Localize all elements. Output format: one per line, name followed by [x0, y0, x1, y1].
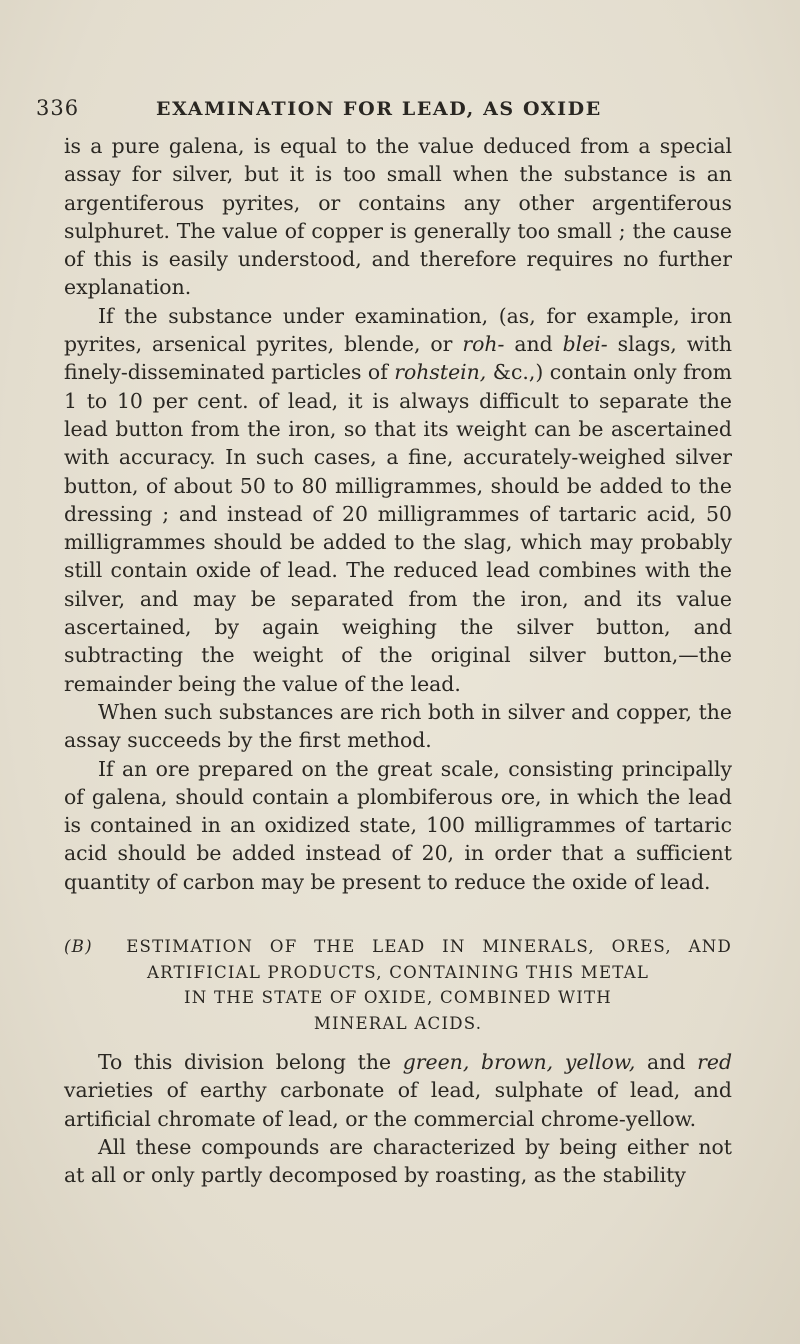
section-heading: [64, 934, 732, 1036]
running-title: EXAMINATION FOR LEAD, AS OXIDE: [156, 98, 602, 120]
paragraph-division-varieties: [64, 1048, 732, 1133]
paragraph-roasting: All these compounds are characterized by being either not at all or only partly decomposed by roasting, as the stability: [64, 1134, 732, 1188]
section-heading-line-1: [64, 934, 732, 960]
text-run: &c.,) contain only from 1 to 10 per cent. of lead, it is always difficult to separate the lead button from the iron, so that its weight can be ascertained with accuracy. In such cases, a fine, accurately-weighed silver button, of about 50 to 80 milligrammes, should be added to the dressing ; and instead of 20 milligrammes of tartaric acid, 50 milligrammes should be added to the slag, which may probably still contain oxide of lead. The reduced lead combines with the silver, and may be separated from the iron, and its value ascertained, by again weighing the silver button, and subtracting the weight of the original silver button,—the remainder being the value of the lead.: [64, 360, 732, 696]
italic-term: red: [697, 1050, 732, 1075]
italic-term: rohstein,: [394, 360, 487, 385]
text-run: and: [504, 332, 563, 357]
paragraph-silver-copper: When such substances are rich both in silver and copper, the assay succeeds by the first method.: [64, 699, 732, 753]
italic-term: green, brown, yellow,: [402, 1050, 636, 1075]
section-heading-line-4: MINERAL ACIDS.: [313, 1013, 483, 1033]
paragraph-low-lead-substances: [64, 302, 732, 698]
italic-term: roh-: [462, 332, 505, 357]
section-label: (B): [64, 937, 93, 957]
italic-term: blei-: [562, 332, 608, 357]
text-run: and: [635, 1050, 698, 1075]
page-number: 336: [36, 96, 80, 120]
section-heading-line-3: IN THE STATE OF OXIDE, COMBINED WITH: [184, 988, 612, 1008]
section-heading-text: ESTIMATION OF THE LEAD IN MINERALS, ORES, AND: [126, 937, 732, 957]
text-run: slags, with finely-disseminated particles of: [64, 332, 732, 385]
text-run: To this division belong the: [98, 1050, 403, 1075]
paragraph-continued: is a pure galena, is equal to the value deduced from a special assay for silver, but it is too small when the substance is an argentiferous pyrites, or contains any other argentiferous sulphuret. The value of copper is generally too small ; the cause of this is easily understood, and therefore requires no further explanation.: [64, 134, 732, 300]
paragraph-great-scale-ore: If an ore prepared on the great scale, consisting principally of galena, should contain a plombiferous ore, in which the lead is contained in an oxidized state, 100 milligrammes of tartaric acid should be added instead of 20, in order that a sufficient quantity of carbon may be present to reduce the oxide of lead.: [64, 756, 732, 894]
section-heading-line-2: ARTIFICIAL PRODUCTS, CONTAINING THIS METAL: [146, 962, 650, 982]
running-head: [36, 96, 732, 126]
text-run: varieties of earthy carbonate of lead, sulphate of lead, and artificial chromate of lead, or the commercial chrome-yellow.: [64, 1078, 732, 1131]
text-run: If the substance under examination, (as, for example, iron pyrites, arsenical pyrites, blende, or: [64, 303, 732, 357]
